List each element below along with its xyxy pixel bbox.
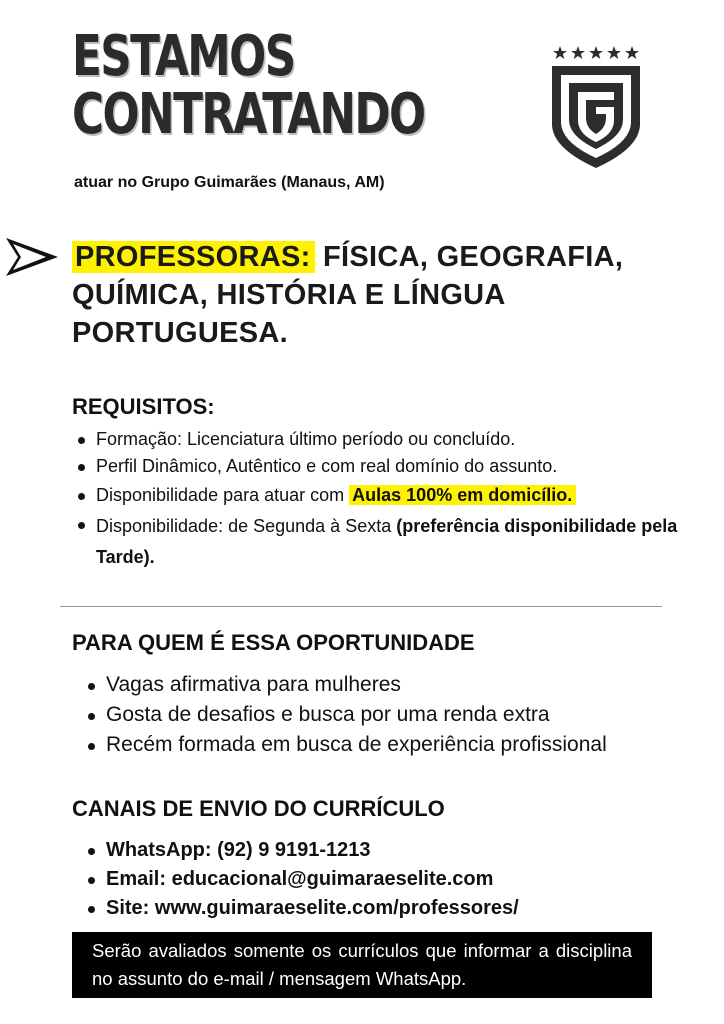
requirements-title: REQUISITOS: [72, 394, 215, 419]
list-item: Disponibilidade para atuar com Aulas 100% em domicílio. [74, 482, 704, 509]
requirements-list [74, 426, 704, 573]
list-item: Disponibilidade: de Segunda à Sexta (preferência disponibilidade pela Tarde). [74, 511, 704, 573]
position-highlight: PROFESSORAS: [72, 241, 315, 273]
subtitle: atuar no Grupo Guimarães (Manaus, AM) [74, 174, 385, 191]
list-item: Perfil Dinâmico, Autêntico e com real domínio do assunto. [74, 453, 704, 480]
site-contact: Site: www.guimaraeselite.com/professores/ [84, 894, 704, 923]
list-item: Formação: Licenciatura último período ou concluído. [74, 426, 704, 453]
headline [72, 24, 425, 147]
channels-list [84, 836, 704, 923]
list-item: Gosta de desafios e busca por uma renda extra [84, 700, 704, 730]
list-item: Recém formada em busca de experiência profissional [84, 730, 704, 760]
stars-icon [553, 46, 639, 59]
bold-text: (preferência disponibilidade pela Tarde). [96, 516, 678, 567]
position-title [72, 238, 692, 352]
channels-title: CANAIS DE ENVIO DO CURRÍCULO [72, 796, 445, 821]
arrow-right-icon [4, 236, 60, 278]
headline-line-1: ESTAMOS [72, 24, 295, 89]
opportunity-list [84, 670, 704, 760]
divider [60, 606, 662, 607]
email-contact: Email: educacional@guimaraeselite.com [84, 865, 704, 894]
highlight-text: Aulas 100% em domicílio. [349, 485, 576, 505]
opportunity-title: PARA QUEM É ESSA OPORTUNIDADE [72, 630, 475, 655]
shield-g-logo-icon [548, 44, 644, 170]
footer-note: Serão avaliados somente os currículos que informar a disciplina no assunto do e-mail / mensagem WhatsApp. [72, 932, 652, 998]
position-subjects: FÍSICA, GEOGRAFIA, QUÍMICA, HISTÓRIA E LÍNGUA PORTUGUESA. [72, 241, 624, 349]
headline-line-2: CONTRATANDO [72, 82, 425, 147]
list-item: Vagas afirmativa para mulheres [84, 670, 704, 700]
whatsapp-contact: WhatsApp: (92) 9 9191-1213 [84, 836, 704, 865]
